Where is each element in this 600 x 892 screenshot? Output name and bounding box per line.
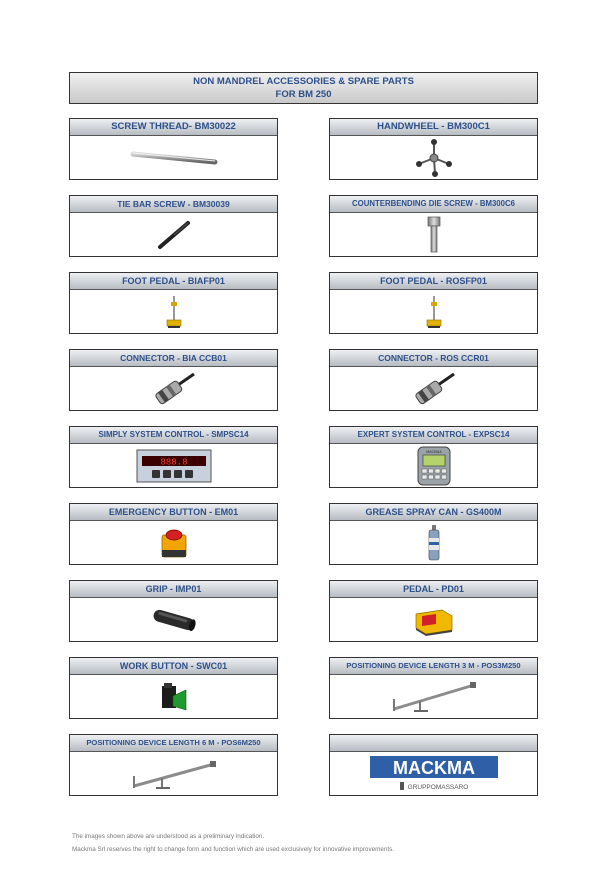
item-image <box>70 444 277 487</box>
item-card-connector-ros <box>329 349 538 411</box>
item-card-grip <box>69 580 278 642</box>
item-title: EMERGENCY BUTTON - EM01 <box>70 504 277 521</box>
expert-control-keypad-icon <box>417 446 451 486</box>
item-card-die-screw <box>329 195 538 257</box>
item-card-foot-pedal-ros <box>329 272 538 334</box>
item-title: WORK BUTTON - SWC01 <box>70 658 277 675</box>
footer-disclaimer-1: The images shown above are understood as a preliminary indication. <box>72 833 265 840</box>
svg-text:GRUPPOMASSARO: GRUPPOMASSARO <box>407 783 468 791</box>
grip-icon <box>149 605 199 635</box>
foot-pedal-icon <box>164 294 184 330</box>
work-button-icon <box>159 680 189 714</box>
foot-pedal-icon <box>424 294 444 330</box>
item-card-logo <box>329 734 538 796</box>
item-card-pedal <box>329 580 538 642</box>
item-image <box>70 367 277 410</box>
item-title: EXPERT SYSTEM CONTROL - EXPSC14 <box>330 427 537 444</box>
simple-control-panel-icon <box>136 449 212 483</box>
item-card-positioning-device-6m <box>69 734 278 796</box>
item-image <box>70 136 277 179</box>
page-header <box>69 72 538 104</box>
emergency-button-icon <box>159 526 189 560</box>
svg-text:MACKMA: MACKMA <box>392 757 475 778</box>
positioning-device-icon <box>130 758 218 790</box>
footer-disclaimer-2: Mackma Srl reserves the right to change form and function which are used exclusively for innovative improvements. <box>72 846 394 853</box>
item-title: TIE BAR SCREW - BM30039 <box>70 196 277 213</box>
item-card-foot-pedal-bia <box>69 272 278 334</box>
item-image <box>330 136 537 179</box>
item-image <box>70 752 277 795</box>
mackma-logo <box>369 755 499 793</box>
item-image <box>70 290 277 333</box>
item-card-connector-bia <box>69 349 278 411</box>
item-title: GRIP - IMP01 <box>70 581 277 598</box>
item-card-handwheel <box>329 118 538 180</box>
item-image <box>70 675 277 718</box>
item-card-grease-spray-can <box>329 503 538 565</box>
item-title: PEDAL - PD01 <box>330 581 537 598</box>
item-image <box>70 598 277 641</box>
connector-icon <box>150 371 198 407</box>
page-subtitle: FOR BM 250 <box>275 89 332 100</box>
item-title: CONNECTOR - BIA CCB01 <box>70 350 277 367</box>
item-title: CONNECTOR - ROS CCR01 <box>330 350 537 367</box>
handwheel-icon <box>414 138 454 178</box>
spray-can-icon <box>427 524 441 562</box>
item-image <box>330 675 537 718</box>
item-image <box>330 290 537 333</box>
item-title <box>330 735 537 752</box>
item-title: SCREW THREAD- BM30022 <box>70 119 277 136</box>
item-card-tie-bar-screw <box>69 195 278 257</box>
item-card-expert-system-control <box>329 426 538 488</box>
item-image <box>330 598 537 641</box>
connector-icon <box>410 371 458 407</box>
page-title: NON MANDREL ACCESSORIES & SPARE PARTS <box>193 76 414 87</box>
item-title: COUNTERBENDING DIE SCREW - BM300C6 <box>330 196 537 213</box>
item-image <box>330 521 537 564</box>
item-title: POSITIONING DEVICE LENGTH 3 M - POS3M250 <box>330 658 537 675</box>
item-image <box>330 213 537 256</box>
item-title: HANDWHEEL - BM300C1 <box>330 119 537 136</box>
item-card-work-button <box>69 657 278 719</box>
svg-text:MACKMA: MACKMA <box>425 449 442 454</box>
tie-bar-screw-icon <box>156 220 192 250</box>
item-title: SIMPLY SYSTEM CONTROL - SMPSC14 <box>70 427 277 444</box>
screw-thread-icon <box>129 148 219 168</box>
item-image <box>330 367 537 410</box>
pedal-icon <box>412 604 456 636</box>
item-title: FOOT PEDAL - ROSFP01 <box>330 273 537 290</box>
item-image <box>70 521 277 564</box>
item-title: FOOT PEDAL - BIAFP01 <box>70 273 277 290</box>
die-screw-icon <box>424 215 444 255</box>
positioning-device-icon <box>390 681 478 713</box>
item-title: GREASE SPRAY CAN - GS400M <box>330 504 537 521</box>
item-image <box>330 444 537 487</box>
item-title: POSITIONING DEVICE LENGTH 6 M - POS6M250 <box>70 735 277 752</box>
item-image <box>330 752 537 795</box>
item-card-simply-system-control <box>69 426 278 488</box>
svg-text:888.8: 888.8 <box>159 457 188 467</box>
item-image <box>70 213 277 256</box>
item-card-screw-thread <box>69 118 278 180</box>
item-card-positioning-device-3m <box>329 657 538 719</box>
item-card-emergency-button <box>69 503 278 565</box>
